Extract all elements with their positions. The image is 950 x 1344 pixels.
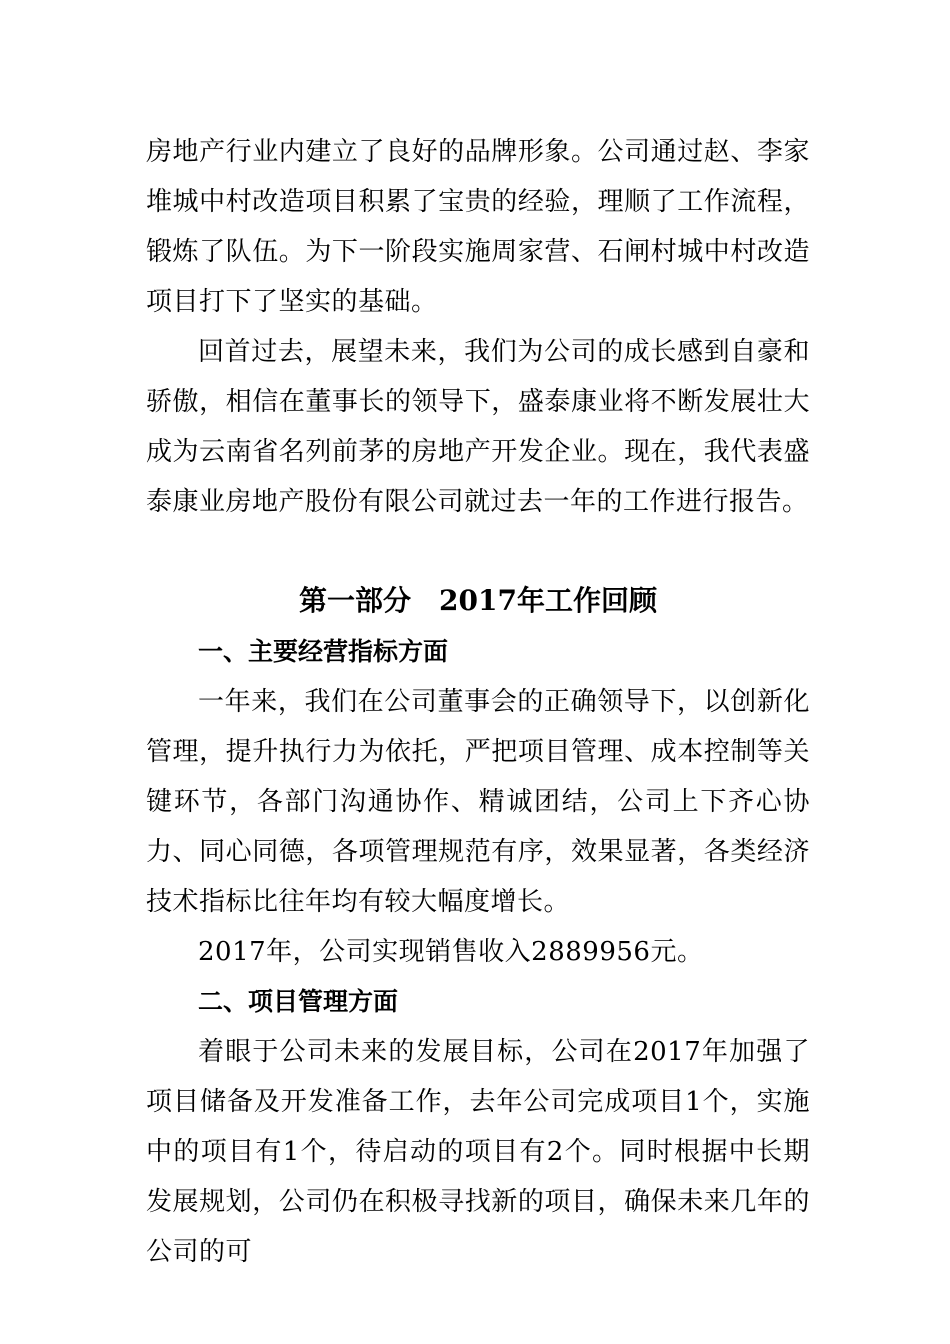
section-1-paragraph-2: 2017年，公司实现销售收入2889956元。 xyxy=(198,937,704,967)
document-page xyxy=(146,127,810,1277)
section-heading-1: 一、主要经营指标方面 xyxy=(198,637,449,666)
intro-paragraph-2: 回首过去，展望未来，我们为公司的成长感到自豪和骄傲，相信在董事长的领导下，盛泰康业将不断发展壮大成为云南省名列前茅的房地产开发企业。现在，我代表盛泰康业房地产股份有限公司就过去一年的工作进行报告。 xyxy=(146,337,810,517)
section-2-paragraph-1: 着眼于公司未来的发展目标，公司在2017年加强了项目储备及开发准备工作，去年公司完成项目1个，实施中的项目有1个，待启动的项目有2个。同时根据中长期发展规划，公司仍在积极寻找新的项目，确保未来几年的公司的可 xyxy=(146,1037,810,1267)
section-heading-2: 二、项目管理方面 xyxy=(198,987,399,1016)
intro-paragraph-1: 房地产行业内建立了良好的品牌形象。公司通过赵、李家堆城中村改造项目积累了宝贵的经验，理顺了工作流程，锻炼了队伍。为下一阶段实施周家营、石闸村城中村改造项目打下了坚实的基础。 xyxy=(146,137,810,317)
part-title: 第一部分 2017年工作回顾 xyxy=(299,584,657,617)
section-spacer xyxy=(146,527,810,575)
section-1-paragraph-1: 一年来，我们在公司董事会的正确领导下，以创新化管理，提升执行力为依托，严把项目管理、成本控制等关键环节，各部门沟通协作、精诚团结，公司上下齐心协力、同心同德，各项管理规范有序，效果显著，各类经济技术指标比往年均有较大幅度增长。 xyxy=(146,687,810,917)
